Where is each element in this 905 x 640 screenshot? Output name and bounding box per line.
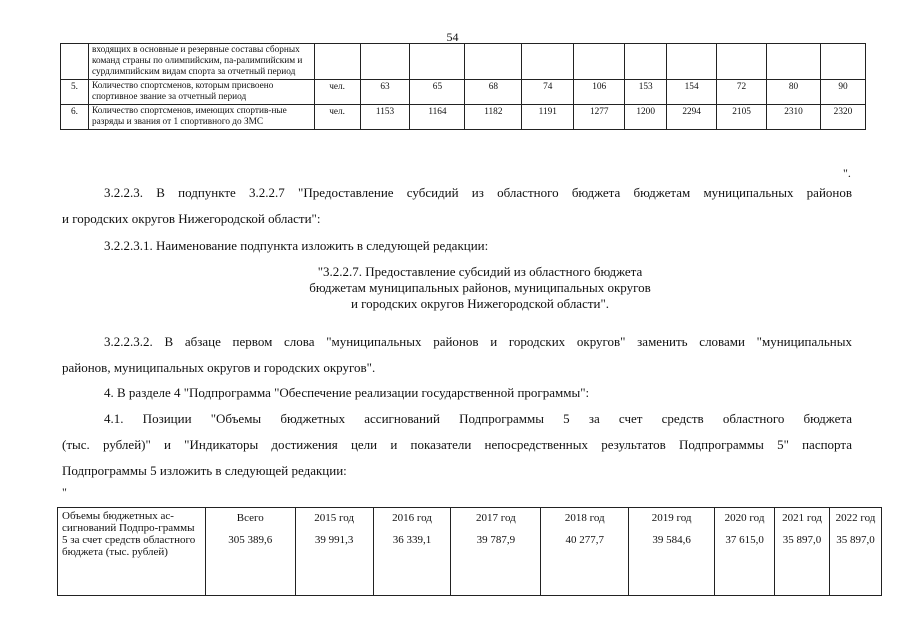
- row-number: [61, 44, 89, 80]
- budget-cell: [541, 508, 629, 596]
- column-year: Всего: [236, 512, 264, 524]
- column-amount: 40 277,7: [565, 534, 605, 546]
- value-cell: 2310: [767, 105, 821, 130]
- value-cell: 106: [574, 80, 625, 105]
- table-row: [61, 44, 866, 80]
- value-cell: 68: [465, 80, 522, 105]
- value-cell: 63: [360, 80, 410, 105]
- table-row: [61, 105, 866, 130]
- unit: чел.: [314, 80, 360, 105]
- column-amount: 39 787,9: [476, 534, 516, 546]
- indicator-name: Количество спортсменов, имеющих спортив-ные разряды и звания от 1 спортивного до ЗМС: [88, 105, 314, 130]
- value-cell: 2105: [717, 105, 767, 130]
- indicator-name: Количество спортсменов, которым присвоено спортивное звание за отчетный период: [88, 80, 314, 105]
- page-number: 54: [446, 30, 459, 44]
- value-cell: [717, 44, 767, 80]
- column-year: 2019 год: [651, 512, 692, 524]
- column-year: 2022 год: [835, 512, 876, 524]
- budget-cell: [295, 508, 373, 596]
- paragraph-4-1-line1: 4.1. Позиции "Объемы бюджетных ассигнований Подпрограммы 5 за счет средств областного бюджета: [104, 411, 852, 426]
- row-number: 6.: [61, 105, 89, 130]
- column-amount: 39 991,3: [314, 534, 354, 546]
- unit: [314, 44, 360, 80]
- budget-cell: [715, 508, 775, 596]
- paragraph-4-1-line2: (тыс. рублей)" и "Индикаторы достижения цели и показатели непосредственных результатов Подпрограммы 5" паспорта: [62, 437, 852, 452]
- column-amount: 305 389,6: [228, 534, 273, 546]
- column-year: 2018 год: [564, 512, 605, 524]
- value-cell: [465, 44, 522, 80]
- budget-label: Объемы бюджетных ас-сигнований Подпро-граммы 5 за счет средств областного бюджета (тыс. рублей): [58, 508, 206, 596]
- column-amount: 36 339,1: [392, 534, 432, 546]
- value-cell: 153: [625, 80, 667, 105]
- value-cell: 1191: [522, 105, 574, 130]
- value-cell: 1182: [465, 105, 522, 130]
- quoted-title: [220, 264, 740, 312]
- value-cell: [360, 44, 410, 80]
- column-year: 2020 год: [724, 512, 765, 524]
- budget-cell: [451, 508, 541, 596]
- value-cell: 90: [820, 80, 865, 105]
- table-row: [61, 80, 866, 105]
- value-cell: [625, 44, 667, 80]
- column-amount: 35 897,0: [836, 534, 875, 546]
- value-cell: 1277: [574, 105, 625, 130]
- budget-cell: [829, 508, 881, 596]
- column-amount: 35 897,0: [782, 534, 822, 546]
- column-year: 2015 год: [314, 512, 355, 524]
- value-cell: 1164: [410, 105, 465, 130]
- value-cell: [522, 44, 574, 80]
- opening-quote: ": [62, 485, 67, 499]
- row-number: 5.: [61, 80, 89, 105]
- budget-row: [58, 508, 882, 596]
- paragraph-section-4: 4. В разделе 4 "Подпрограмма "Обеспечение реализации государственной программы":: [104, 385, 590, 400]
- value-cell: 2320: [820, 105, 865, 130]
- budget-cell: [373, 508, 451, 596]
- value-cell: 1153: [360, 105, 410, 130]
- indicators-table: [60, 43, 866, 130]
- paragraph-3-2-2-3-line2: и городских округов Нижегородской области":: [62, 211, 321, 226]
- value-cell: [574, 44, 625, 80]
- value-cell: [820, 44, 865, 80]
- indicator-name: входящих в основные и резервные составы сборных команд страны по олимпийским, па-ралимпийским и сурдлимпийским видам спорта за отчетный период: [88, 44, 314, 80]
- column-amount: 37 615,0: [725, 534, 764, 546]
- column-year: 2021 год: [782, 512, 822, 524]
- paragraph-3-2-2-3-line1: 3.2.2.3. В подпункте 3.2.2.7 "Предоставление субсидий из областного бюджета бюджетам муниципальных районов: [104, 185, 852, 200]
- value-cell: [667, 44, 717, 80]
- budget-cell: [629, 508, 715, 596]
- value-cell: [410, 44, 465, 80]
- budget-cell: [205, 508, 295, 596]
- budget-table: [57, 507, 882, 596]
- quoted-title-line3: и городских округов Нижегородской области".: [350, 296, 610, 311]
- value-cell: 80: [767, 80, 821, 105]
- value-cell: 154: [667, 80, 717, 105]
- column-amount: 39 584,6: [652, 534, 691, 546]
- value-cell: 74: [522, 80, 574, 105]
- paragraph-4-1-line3: Подпрограммы 5 изложить в следующей редакции:: [62, 463, 347, 478]
- paragraph-3-2-2-3-2-line1: 3.2.2.3.2. В абзаце первом слова "муниципальных районов и городских округов" заменить словами "муниципальных: [104, 334, 852, 349]
- value-cell: 65: [410, 80, 465, 105]
- paragraph-3-2-2-3-1: 3.2.2.3.1. Наименование подпункта изложить в следующей редакции:: [104, 238, 489, 253]
- unit: чел.: [314, 105, 360, 130]
- value-cell: [767, 44, 821, 80]
- paragraph-3-2-2-3-2-line2: районов, муниципальных округов и городских округов".: [62, 360, 376, 375]
- quoted-title-line1: "3.2.2.7. Предоставление субсидий из областного бюджета: [317, 264, 643, 279]
- closing-quote: ".: [843, 166, 851, 180]
- quoted-title-line2: бюджетам муниципальных районов, муниципальных округов: [309, 280, 651, 295]
- column-year: 2016 год: [392, 512, 432, 524]
- value-cell: 72: [717, 80, 767, 105]
- value-cell: 1200: [625, 105, 667, 130]
- budget-cell: [775, 508, 830, 596]
- value-cell: 2294: [667, 105, 717, 130]
- column-year: 2017 год: [476, 512, 516, 524]
